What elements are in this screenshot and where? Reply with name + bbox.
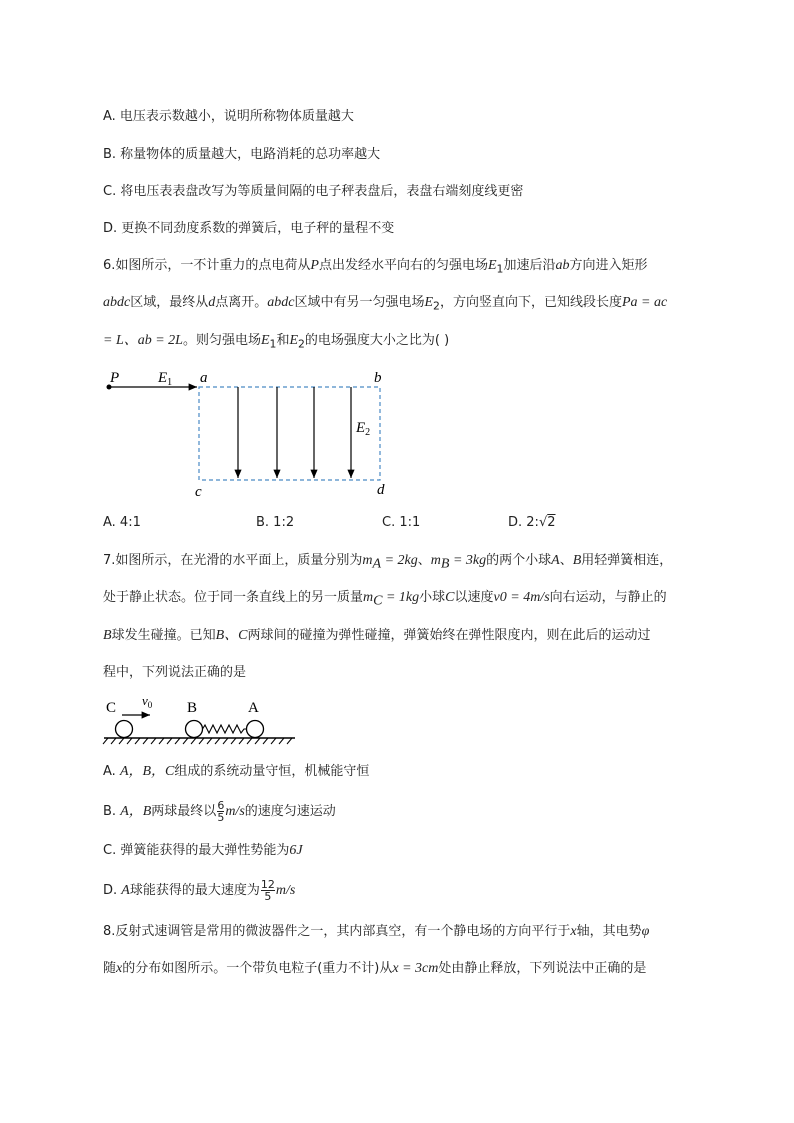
q6-stem-line1: 6.如图所示，一不计重力的点电荷从P点出发经水平向右的匀强电场$E_1$加速后沿ab方向进入矩形 xyxy=(103,258,648,276)
label-ball-c: C xyxy=(106,700,117,716)
label-e1: $E_1$ xyxy=(158,370,173,388)
ground-hatch xyxy=(103,738,292,744)
label-b: b xyxy=(374,370,382,386)
q7-option-d: D. A球能获得的最大速度为 $\frac{12}{5}$ m/s xyxy=(103,878,296,903)
ball-b xyxy=(186,721,203,738)
label-p: P xyxy=(110,370,120,386)
label-ball-b: B xyxy=(187,700,198,716)
q7-stem-line2: 处于静止状态。位于同一条直线上的另一质量$m_C = 1kg$小球C以速度v0 = 4m/s向右运动，与静止的 xyxy=(103,590,667,609)
label-ball-a: A xyxy=(248,700,259,716)
ball-c xyxy=(116,721,133,738)
label-e2: $E_2$ xyxy=(356,420,371,438)
fraction: $\frac{6}{5}$ xyxy=(217,799,225,824)
q6-field-diagram xyxy=(100,366,400,501)
label-a: a xyxy=(200,370,208,386)
q6-stem-line3: = L、ab = 2L。则匀强电场$E_1$和$E_2$的电场强度大小之比为( ) xyxy=(103,333,450,351)
label-d: d xyxy=(377,482,385,498)
q7-collision-diagram xyxy=(100,695,300,750)
q5-option-a: A. 电压表示数越小，说明所称物体质量越大 xyxy=(103,109,354,124)
label-v0: $v_0$ xyxy=(142,695,153,710)
q7-stem-line1: 7.如图所示，在光滑的水平面上，质量分别为$m_A = 2kg$、$m_B = 3kg$的两个小球A、B用轻弹簧相连， xyxy=(103,553,673,572)
q6-option-d: D. 2:√2 xyxy=(508,515,556,530)
q7-stem-line4: 程中，下列说法正确的是 xyxy=(103,665,247,680)
ball-a xyxy=(247,721,264,738)
sqrt-sign: √ xyxy=(538,515,548,530)
q7-option-b: B. A，B两球最终以 $\frac{6}{5}$ m/s的速度匀速运动 xyxy=(103,799,336,824)
q5-option-b: B. 称量物体的质量越大，电路消耗的总功率越大 xyxy=(103,147,381,162)
spring xyxy=(203,725,247,733)
q8-stem-line2: 随x的分布如图所示。一个带负电粒子(重力不计)从x = 3cm处由静止释放，下列说法中正确的是 xyxy=(103,961,647,976)
q6-option-b: B. 1:2 xyxy=(256,515,295,530)
q6-stem-line2: abdc区域，最终从d点离开。abdc区域中有另一匀强电场$E_2$，方向竖直向下，已知线段长度Pa = ac xyxy=(103,295,668,313)
q7-stem-line3: B球发生碰撞。已知B、C两球间的碰撞为弹性碰撞，弹簧始终在弹性限度内，则在此后的运动过 xyxy=(103,628,651,643)
q7-option-a: A. A，B，C组成的系统动量守恒，机械能守恒 xyxy=(103,764,370,779)
q8-stem-line1: 8.反射式速调管是常用的微波器件之一，其内部真空，有一个静电场的方向平行于x轴，其电势φ xyxy=(103,924,650,939)
q6-option-c: C. 1:1 xyxy=(382,515,421,530)
q7-option-c: C. 弹簧能获得的最大弹性势能为6J xyxy=(103,843,303,858)
q5-option-d: D. 更换不同劲度系数的弹簧后，电子秤的量程不变 xyxy=(103,221,395,236)
field-region-rect xyxy=(199,387,380,480)
fraction: $\frac{12}{5}$ xyxy=(260,878,275,903)
q5-option-c: C. 将电压表表盘改写为等质量间隔的电子秤表盘后，表盘右端刻度线更密 xyxy=(103,184,524,199)
label-c: c xyxy=(195,484,202,500)
q6-option-a: A. 4:1 xyxy=(103,515,141,530)
